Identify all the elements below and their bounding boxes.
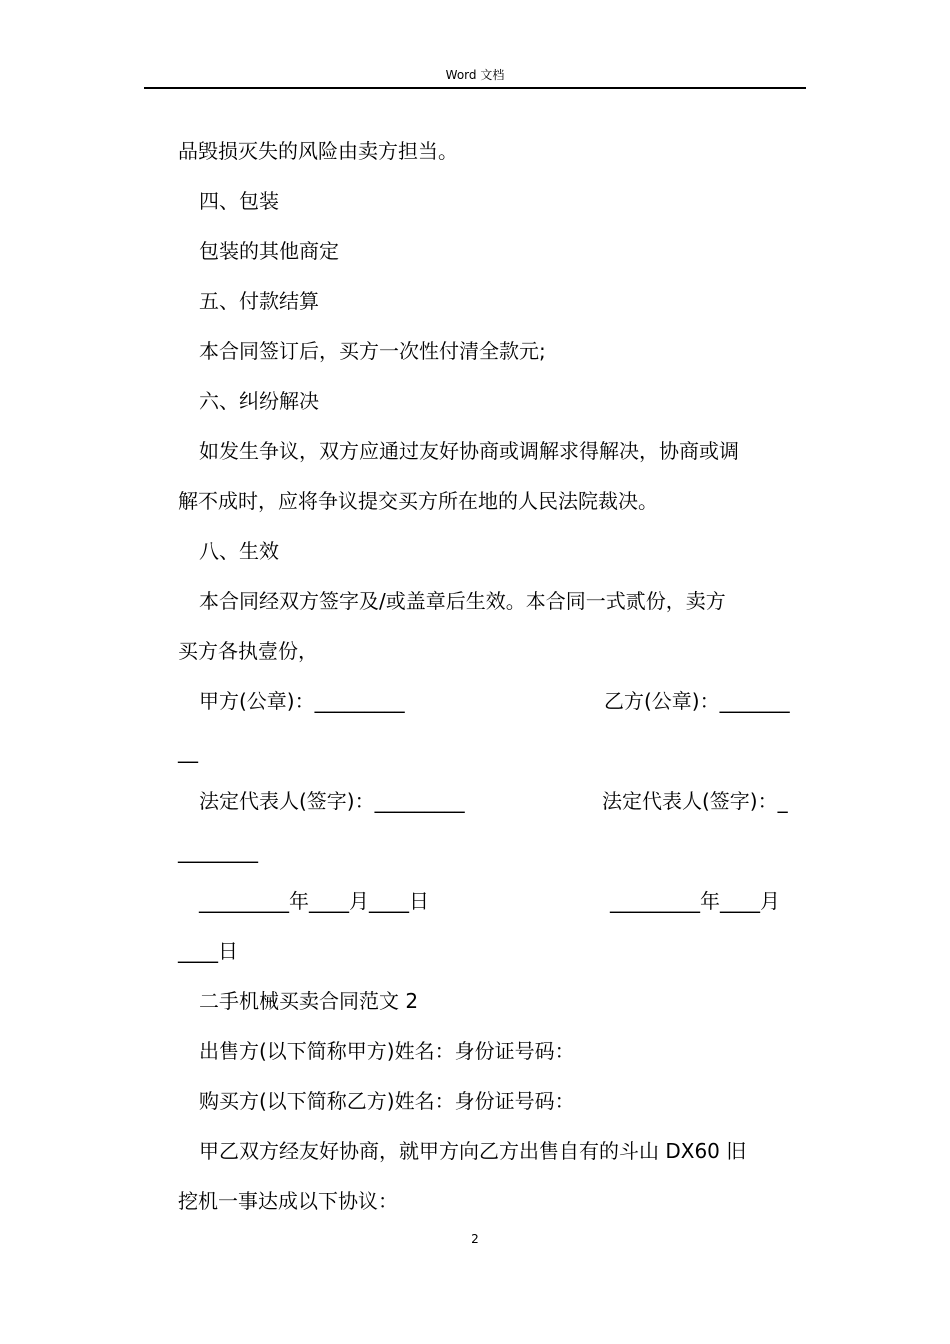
party-b-seal-field: 乙方(公章)：_______ bbox=[604, 689, 790, 713]
paragraph-line: 品毁损灭失的风险由卖方担当。 bbox=[178, 139, 458, 163]
seller-info-line: 出售方(以下简称甲方)姓名：身份证号码： bbox=[199, 1039, 575, 1063]
signature-row-seal bbox=[178, 676, 808, 726]
page-header: Word 文档 bbox=[445, 68, 505, 82]
buyer-info-line: 购买方(以下简称乙方)姓名：身份证号码： bbox=[199, 1089, 575, 1113]
paragraph-line: 买方各执壹份， bbox=[178, 639, 318, 663]
party-b-representative-field-wrap: ________ bbox=[178, 839, 258, 863]
document-body bbox=[178, 126, 808, 1226]
page-number: 2 bbox=[471, 1232, 479, 1246]
party-a-seal-field: 甲方(公章)：_________ bbox=[199, 689, 405, 713]
party-a-date-field: _________年____月____日 bbox=[199, 889, 429, 913]
paragraph-line: 如发生争议，双方应通过友好协商或调解求得解决，协商或调 bbox=[199, 439, 739, 463]
paragraph-line: 本合同经双方签字及/或盖章后生效。本合同一式贰份，卖方 bbox=[199, 589, 726, 613]
paragraph-line: 包装的其他商定 bbox=[199, 239, 339, 263]
document-subtitle: 二手机械买卖合同范文 2 bbox=[199, 989, 419, 1013]
signature-row-date bbox=[178, 876, 808, 926]
party-b-date-field: _________年____月 bbox=[610, 889, 780, 913]
paragraph-line: 甲乙双方经友好协商，就甲方向乙方出售自有的斗山 DX60 旧 bbox=[199, 1139, 747, 1163]
paragraph-line: 解不成时，应将争议提交买方所在地的人民法院裁决。 bbox=[178, 489, 658, 513]
party-b-date-field-wrap: ____日 bbox=[178, 939, 238, 963]
party-b-representative-field: 法定代表人(签字)：_ bbox=[602, 789, 788, 813]
party-b-seal-field-wrap: __ bbox=[178, 739, 198, 763]
paragraph-line: 本合同签订后，买方一次性付清全款元; bbox=[199, 339, 546, 363]
signature-row-representative bbox=[178, 776, 808, 826]
paragraph-line: 挖机一事达成以下协议： bbox=[178, 1189, 398, 1213]
section-heading-packaging: 四、包装 bbox=[199, 189, 279, 213]
section-heading-payment: 五、付款结算 bbox=[199, 289, 319, 313]
section-heading-dispute: 六、纠纷解决 bbox=[199, 389, 319, 413]
section-heading-effect: 八、生效 bbox=[199, 539, 279, 563]
header-divider bbox=[144, 87, 806, 89]
party-a-representative-field: 法定代表人(签字)：_________ bbox=[199, 789, 465, 813]
